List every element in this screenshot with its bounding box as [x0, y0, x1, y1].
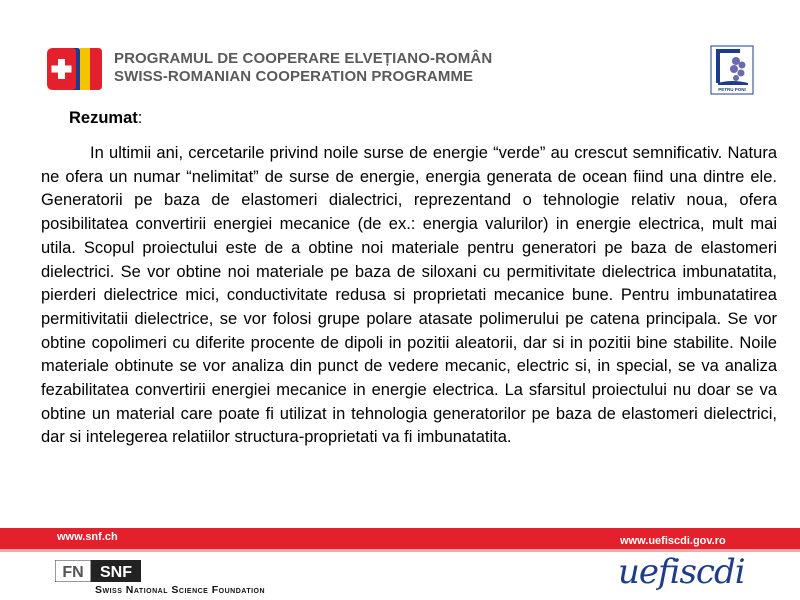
snf-logo-fn: FN: [62, 564, 84, 581]
summary-heading-label: Rezumat: [69, 109, 138, 127]
uefiscdi-logo: [618, 552, 748, 596]
petru-poni-caption: PETRU PONI: [718, 87, 746, 92]
programme-title-english: SWISS-ROMANIAN COOPERATION PROGRAMME: [114, 68, 474, 85]
petru-poni-logo: [710, 45, 754, 95]
header: [0, 0, 800, 100]
summary-heading-colon: :: [137, 109, 143, 127]
uefiscdi-logo-text: uefiscdi: [618, 552, 745, 592]
snf-logo: [55, 560, 145, 582]
uefiscdi-website-link[interactable]: www.uefiscdi.gov.ro: [620, 535, 726, 547]
programme-title-romanian: PROGRAMUL DE COOPERARE ELVEȚIANO-ROMÂN: [114, 50, 493, 67]
snf-logo-snf: SNF: [100, 564, 132, 581]
programme-logo: [44, 46, 104, 92]
summary-heading: [69, 108, 142, 128]
summary-paragraph: In ultimii ani, cercetarile privind noile surse de energie “verde” au crescut semnificativ. Natura ne ofera un numar “nelimitat” de surse de energie, energia generata de ocean fiind una dintre ele. Generatorii pe baza de elastomeri dialectrici, reprezentand o tehnologie relativ noua, ofera posibilitatea convertirii energiei mecanice (de ex.: energia valurilor) in energie electrica, mult mai utila. Scopul proiectului este de a obtine noi materiale pentru generatori pe baza de elastomeri dielectrici. Se vor obtine noi materiale pe baza de siloxani cu permitivitate dielectrica imbunatatita, pierderi dielectrice mici, conductivitate redusa si proprietati mecanice bune. Pentru imbunatatirea permitivitatii dielectrice, se vor folosi grupe polare atasate polimerului pe catena principala. Se vor obtine copolimeri cu diferite procente de dipoli in pozitii aleatorii, dar si in pozitii bine stabilite. Noile materiale obtinute se vor analiza din punct de vedere mecanic, electric si, in special, se va analiza fezabilitatea convertirii energiei mecanice in energie electrica. La sfarsitul proiectului nu doar se va obtine un material care poate fi utilizat in tehnologia generatorilor pe baza de elastomeri dielectrici, dar si intelegerea relatiilor structura-proprietati va fi imbunatatita.: [41, 144, 777, 447]
programme-title: [114, 50, 534, 86]
snf-website-link[interactable]: www.snf.ch: [57, 531, 118, 543]
snf-caption: Swiss National Science Foundation: [95, 584, 266, 596]
